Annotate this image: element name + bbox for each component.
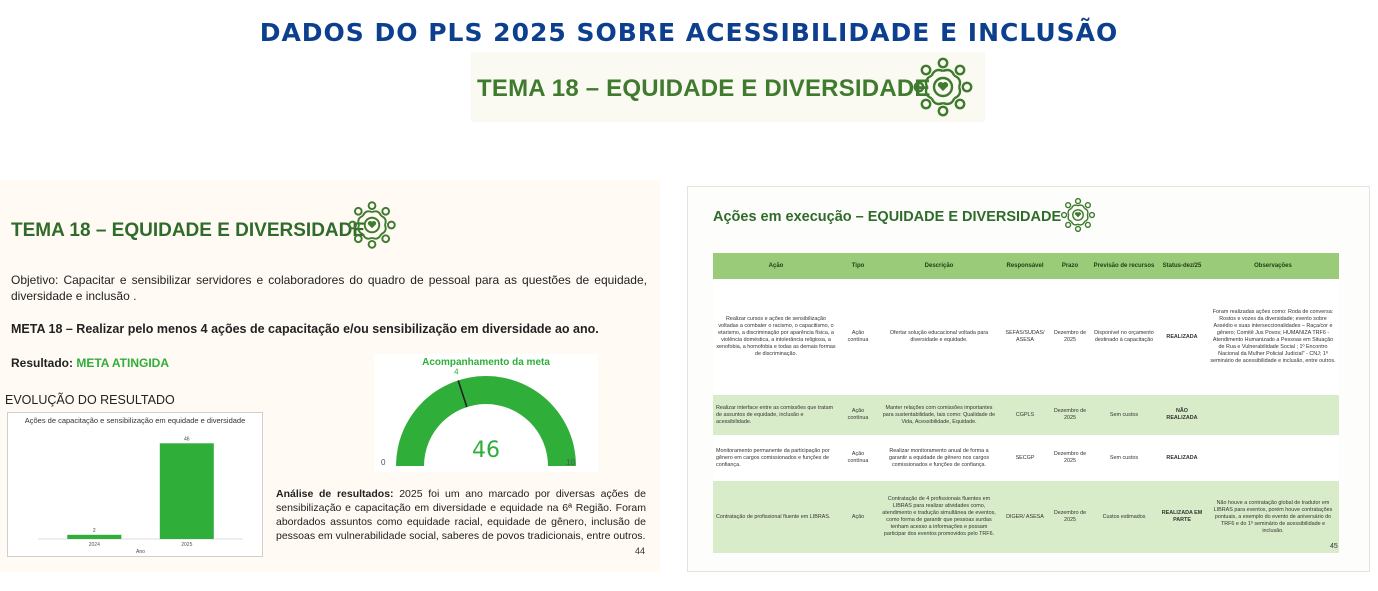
cell-acao: Monitoramento permanente da participação por gênero em cargos comissionados e funções de confiança. xyxy=(713,435,839,481)
bar-value-label: 2 xyxy=(92,527,96,534)
status-badge: REALIZADA EM PARTE xyxy=(1157,481,1207,553)
status-badge: NÃO REALIZADA xyxy=(1157,395,1207,435)
cell-observacoes xyxy=(1207,395,1339,435)
cell-recursos: Custos estimados xyxy=(1091,481,1157,553)
bar-chart-title: Ações de capacitação e sensibilização em equidade e diversidade xyxy=(24,416,246,425)
gauge-max-label: 10 xyxy=(566,458,575,467)
cell-tipo: Ação contínua xyxy=(839,395,877,435)
cell-acao: Realizar cursos e ações de sensibilização voltadas a combater o racismo, o capacitismo, o etarismo, a discriminação por aparência física, a violência doméstica, a intolerância religiosa, a xenofobia, a homofobia e todas as demais formas de discriminação. xyxy=(713,279,839,395)
bar xyxy=(160,443,214,539)
column-header: Observações xyxy=(1207,253,1339,279)
diversity-circle-icon xyxy=(912,56,974,118)
result-line xyxy=(11,356,169,370)
meta-statement: META 18 – Realizar pelo menos 4 ações de capacitação e/ou sensibilização em diversidade ao ano. xyxy=(11,322,599,336)
cell-recursos: Disponível no orçamento destinado à capacitação xyxy=(1091,279,1157,395)
table-row xyxy=(713,481,1339,553)
evolution-label: EVOLUÇÃO DO RESULTADO xyxy=(5,393,175,407)
objective-text: Objetivo: Capacitar e sensibilizar servidores e colaboradores do quadro de pessoal para as questões de equidade, diversidade e inclusão . xyxy=(11,273,647,303)
banner-title: TEMA 18 – EQUIDADE E DIVERSIDADE xyxy=(477,75,931,102)
table-row xyxy=(713,435,1339,481)
gauge-min-label: 0 xyxy=(381,458,386,467)
page-number: 44 xyxy=(635,546,646,556)
bar-chart xyxy=(7,412,263,557)
cell-tipo: Ação xyxy=(839,481,877,553)
slide-page-45 xyxy=(687,186,1370,572)
gauge-value: 46 xyxy=(472,438,500,463)
diversity-circle-icon xyxy=(1060,197,1096,233)
analysis-text xyxy=(276,487,646,543)
gauge-target-label: 4 xyxy=(454,367,459,377)
cell-descricao: Ofertar solução educacional voltada para diversidade e equidade. xyxy=(877,279,1001,395)
page-number: 45 xyxy=(1330,543,1338,550)
analysis-body: 2025 foi um ano marcado por diversas ações de sensibilização e capacitação em diversidade e equidade na 6ª Região. Foram abordados assuntos como equidade racial, equidade de gênero, inclusão de pessoas em vulnerabilidade social, saberes de povos tradicionais, entre outros. xyxy=(276,488,646,542)
cell-acao: Realizar interface entre as comissões que tratam de assuntos de equidade, inclusão e acessibilidade. xyxy=(713,395,839,435)
cell-observacoes: Foram realizadas ações como: Roda de conversa: Rostos e vozes da diversidade; evento sobre Assédio e suas interseccionalidades – Raça/cor e gênero; Comitê Jus Povos; HUMANIZA TRF6 - Atendimento Humanizado a Pessoas em Situação de Rua e Vulnerabilidade Social ; 1º Encontro Nacional da Mulher Policial Judicial" - CNJ; 1º seminário de acessibilidade e inclusão, entre outros. xyxy=(1207,279,1339,395)
table-row xyxy=(713,395,1339,435)
cell-responsavel: SEFAS/SUDAS/ ASESA xyxy=(1001,279,1049,395)
cell-observacoes: Não houve a contratação global de tradutor em LIBRAS para eventos, porém houve contratações pontuais, a exemplo do evento de aniversário do TRF6 e do 1º seminário de acessibilidade e inclusão. xyxy=(1207,481,1339,553)
cell-prazo: Dezembro de 2025 xyxy=(1049,435,1091,481)
diversity-circle-icon xyxy=(347,200,397,250)
cell-responsavel: CGPLS xyxy=(1001,395,1049,435)
cell-descricao: Realizar monitoramento anual de forma a garantir a equidade de gênero nos cargos comissionados e funções de confiança. xyxy=(877,435,1001,481)
cell-prazo: Dezembro de 2025 xyxy=(1049,481,1091,553)
bar-tick-label: 2024 xyxy=(88,542,100,548)
column-header: Descrição xyxy=(877,253,1001,279)
status-badge: REALIZADA xyxy=(1157,435,1207,481)
column-header: Ação xyxy=(713,253,839,279)
slide-title: TEMA 18 – EQUIDADE E DIVERSIDADE xyxy=(11,220,366,241)
column-header: Prazo xyxy=(1049,253,1091,279)
cell-recursos: Sem custos xyxy=(1091,395,1157,435)
column-header: Status-dez/25 xyxy=(1157,253,1207,279)
cell-prazo: Dezembro de 2025 xyxy=(1049,395,1091,435)
table-row xyxy=(713,279,1339,395)
gauge-title: Acompanhamento da meta xyxy=(422,357,550,368)
cell-acao: Contratação de profissional fluente em LIBRAS. xyxy=(713,481,839,553)
cell-observacoes xyxy=(1207,435,1339,481)
bar xyxy=(67,535,121,539)
bar-value-label: 46 xyxy=(184,436,190,443)
cell-descricao: Manter relações com comissões importantes para sustentabilidade, tais como: Qualidade de Vida, Acessibilidade, Equidade. xyxy=(877,395,1001,435)
cell-prazo: Dezembro de 2025 xyxy=(1049,279,1091,395)
column-header: Responsável xyxy=(1001,253,1049,279)
actions-table xyxy=(713,253,1339,553)
result-label: Resultado: xyxy=(11,356,74,370)
cell-responsavel: DIGER/ ASESA xyxy=(1001,481,1049,553)
result-value: META ATINGIDA xyxy=(76,356,170,370)
cell-tipo: Ação contínua xyxy=(839,435,877,481)
theme-banner xyxy=(471,52,985,122)
bar-chart-plot xyxy=(8,413,264,558)
gauge-chart xyxy=(374,354,598,472)
column-header: Tipo xyxy=(839,253,877,279)
main-title: DADOS DO PLS 2025 SOBRE ACESSIBILIDADE E INCLUSÃO xyxy=(259,18,1119,47)
analysis-label: Análise de resultados: xyxy=(276,488,394,500)
bar-tick-label: 2025 xyxy=(181,542,193,548)
slide-page-44 xyxy=(0,180,660,572)
bar-x-label: Ano xyxy=(136,549,145,555)
table-header-row xyxy=(713,253,1339,279)
cell-tipo: Ação contínua xyxy=(839,279,877,395)
cell-responsavel: SECGP xyxy=(1001,435,1049,481)
cell-recursos: Sem custos xyxy=(1091,435,1157,481)
slide-title: Ações em execução – EQUIDADE E DIVERSIDADE xyxy=(713,209,1062,225)
status-badge: REALIZADA xyxy=(1157,279,1207,395)
cell-descricao: Contratação de 4 profissionais fluentes em LIBRAS para realizar atividades como, atendimento e tradução simultânea de eventos, como forma de garantir que pessoas surdas tenham acesso a informações e possam participar dos eventos promovidos pelo TRF6. xyxy=(877,481,1001,553)
column-header: Previsão de recursos xyxy=(1091,253,1157,279)
